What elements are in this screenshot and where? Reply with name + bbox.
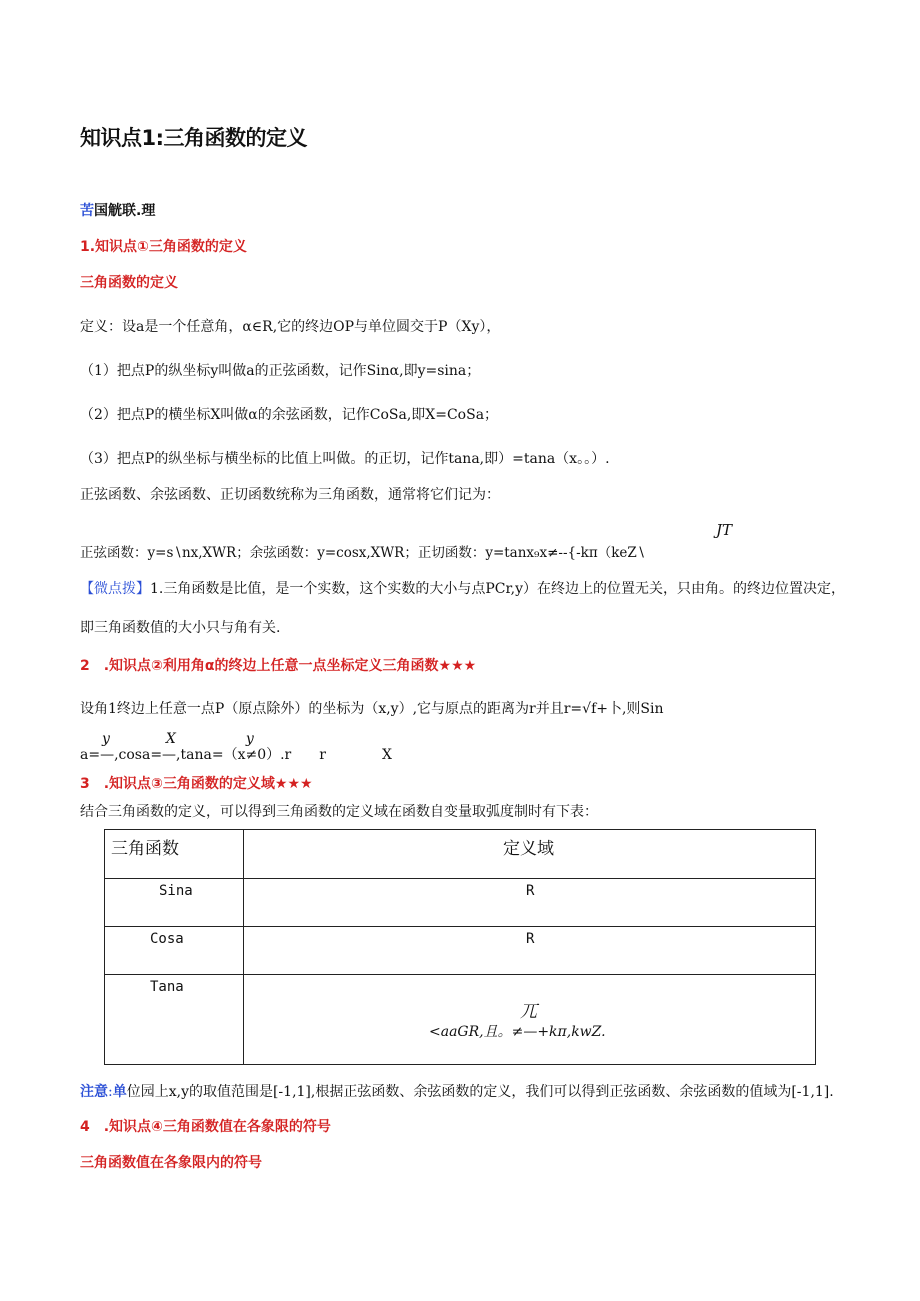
function-formulas: 正弦函数：y=s∖nx,XWR；余弦函数：y=cosx,XWR；正切函数：y=tanx₉x≠--{-kπ（keZ∖	[80, 545, 646, 561]
fraction-numerators: y X y	[102, 731, 254, 747]
note-text: 位园上x,y的取值范围是[-1,1],根据正弦函数、余弦函数的定义，我们可以得到正弦函数、余弦函数的值域为[-1,1].	[126, 1084, 834, 1100]
table-cell-domain: R	[526, 883, 535, 899]
table-header-function: 三角函数	[111, 839, 179, 859]
note-colon: :	[108, 1084, 113, 1100]
table-cell-function: Cosa	[150, 931, 184, 947]
definition-item-2: （2）把点P的横坐标X叫做α的余弦函数，记作CoSa,即X=CoSa；	[80, 407, 499, 423]
table-row	[105, 974, 815, 1064]
section-4-subtitle: 三角函数值在各象限内的符号	[80, 1155, 262, 1171]
section-3-title: 3 .知识点③三角函数的定义域★★★	[80, 776, 313, 792]
note-line	[80, 1081, 834, 1101]
table-cell-function: Sina	[159, 883, 193, 899]
domain-table	[104, 829, 816, 1065]
note-label-2: 单	[112, 1084, 127, 1100]
table-cell-domain-top: 兀	[520, 1002, 537, 1022]
table-row	[105, 878, 815, 927]
tip-text: 1.三角函数是比值，是一个实数，这个实数的大小与点PCr,y）在终边上的位置无关，只由角。的终边位置决定，	[150, 581, 846, 597]
definition-item-3: （3）把点P的纵坐标与横坐标的比值上叫做。的正切，记作tana,即）=tana（x。。）.	[80, 451, 610, 467]
definition-item-1: （1）把点P的纵坐标y叫做a的正弦函数，记作Sinα,即y=sina；	[80, 363, 481, 379]
section-1-subtitle: 三角函数的定义	[80, 275, 178, 291]
section-2-title: 2 .知识点②利用角α的终边上任意一点坐标定义三角函数★★★	[80, 658, 477, 674]
formula-superscript: JT	[716, 521, 733, 539]
section-2-text: 设角1终边上任意一点P（原点除外）的坐标为（x,y）,它与原点的距离为r并且r=√f+卜,则Sin	[80, 701, 664, 717]
tip-line-1	[80, 578, 845, 598]
table-cell-domain: R	[526, 931, 535, 947]
sub-heading-rest: 国觥联.理	[94, 203, 156, 219]
page-title: 知识点1:三角函数的定义	[80, 126, 308, 150]
section-1-title: 1.知识点①三角函数的定义	[80, 239, 247, 255]
note-label: 注意	[80, 1084, 108, 1100]
table-row	[105, 926, 815, 975]
table-cell-function: Tana	[150, 979, 184, 995]
definition-summary: 正弦函数、余弦函数、正切函数统称为三角函数，通常将它们记为：	[80, 487, 500, 503]
section-3-text: 结合三角函数的定义，可以得到三角函数的定义域在函数自变量取弧度制时有下表：	[80, 804, 598, 820]
definition-intro: 定义：设a是一个任意角，α∈R,它的终边OP与单位圆交于P（Xy），	[80, 319, 501, 335]
sub-heading	[80, 200, 155, 220]
table-cell-domain: <aaGR,且。≠—+kπ,kwZ.	[429, 1024, 606, 1040]
fraction-formulas: a=—,cosa=—,tana=（x≠0）.r r X	[80, 747, 392, 763]
table-header-domain: 定义域	[503, 839, 554, 859]
tip-line-2: 即三角函数值的大小只与角有关.	[80, 620, 281, 636]
tip-tag: 【微点拨】	[80, 581, 150, 597]
section-4-title: 4 .知识点④三角函数值在各象限的符号	[80, 1119, 331, 1135]
sub-heading-prefix: 苦	[80, 203, 94, 219]
